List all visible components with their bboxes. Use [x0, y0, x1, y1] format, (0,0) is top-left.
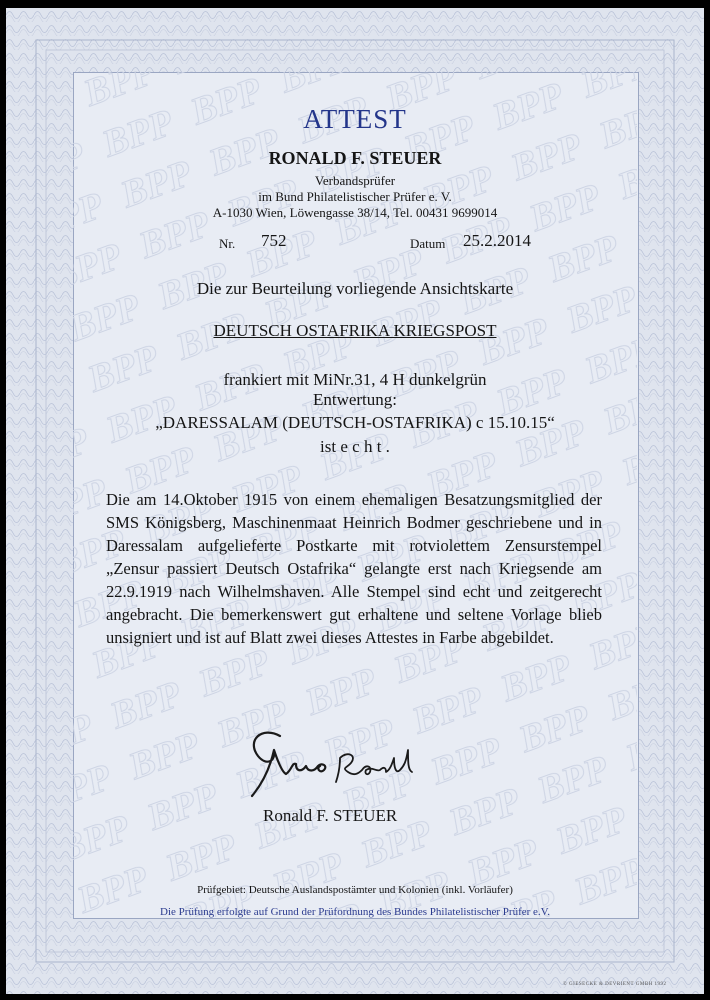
signature-name: Ronald F. STEUER	[263, 806, 398, 825]
copyright-note: © GIESECKE & DEVRIENT GMBH 1992	[563, 982, 667, 987]
footer-scope: Prüfgebiet: Deutsche Auslandspostämter und Kolonien (inkl. Vorläufer)	[197, 884, 513, 896]
date-value: 25.2.2014	[463, 231, 531, 250]
examiner-name: RONALD F. STEUER	[268, 148, 442, 168]
franking-line: frankiert mit MiNr.31, 4 H dunkelgrün	[223, 370, 487, 389]
description-paragraph: Die am 14.Oktober 1915 von einem ehemaligen Besatzungsmitglied der SMS Königsberg, Maschinenmaat Heinrich Bodmer geschriebene und in Daressalam aufgelieferte Postkarte mit rotviolettem Zensurstempel „Zensur passiert Deutsch Ostafrika“ gelangte erst nach Kriegsende am 22.9.1919 nach Wilhelmshaven. Alle Stempel sind echt und zeitgerecht angebracht. Die bemerkenswert gut erhaltene und seltene Vorlage blieb unsigniert und ist auf Blatt zwei dieses Attestes in Farbe abgebildet.	[106, 490, 602, 647]
footer-rule: Die Prüfung erfolgte auf Grund der Prüfordnung des Bundes Philatelistischer Prüfer e.V.	[160, 906, 550, 918]
association-name: im Bund Philatelistischer Prüfer e. V.	[258, 189, 452, 204]
number-label: Nr.	[219, 236, 236, 251]
number-value: 752	[261, 231, 287, 250]
cancel-value: „DARESSALAM (DEUTSCH-OSTAFRIKA) c 15.10.15“	[155, 413, 555, 432]
cancel-label: Entwertung:	[312, 390, 398, 409]
examiner-address: A-1030 Wien, Löwengasse 38/14, Tel. 00431 9699014	[212, 205, 498, 220]
certificate-title: ATTEST	[303, 104, 407, 134]
examiner-role: Verbandsprüfer	[314, 173, 396, 188]
verdict: ist e c h t .	[320, 437, 390, 456]
item-heading: DEUTSCH OSTAFRIKA KRIEGSPOST	[213, 321, 497, 340]
handwritten-signature	[240, 722, 460, 800]
intro-line: Die zur Beurteilung vorliegende Ansichtskarte	[196, 279, 514, 298]
date-label: Datum	[410, 236, 446, 251]
